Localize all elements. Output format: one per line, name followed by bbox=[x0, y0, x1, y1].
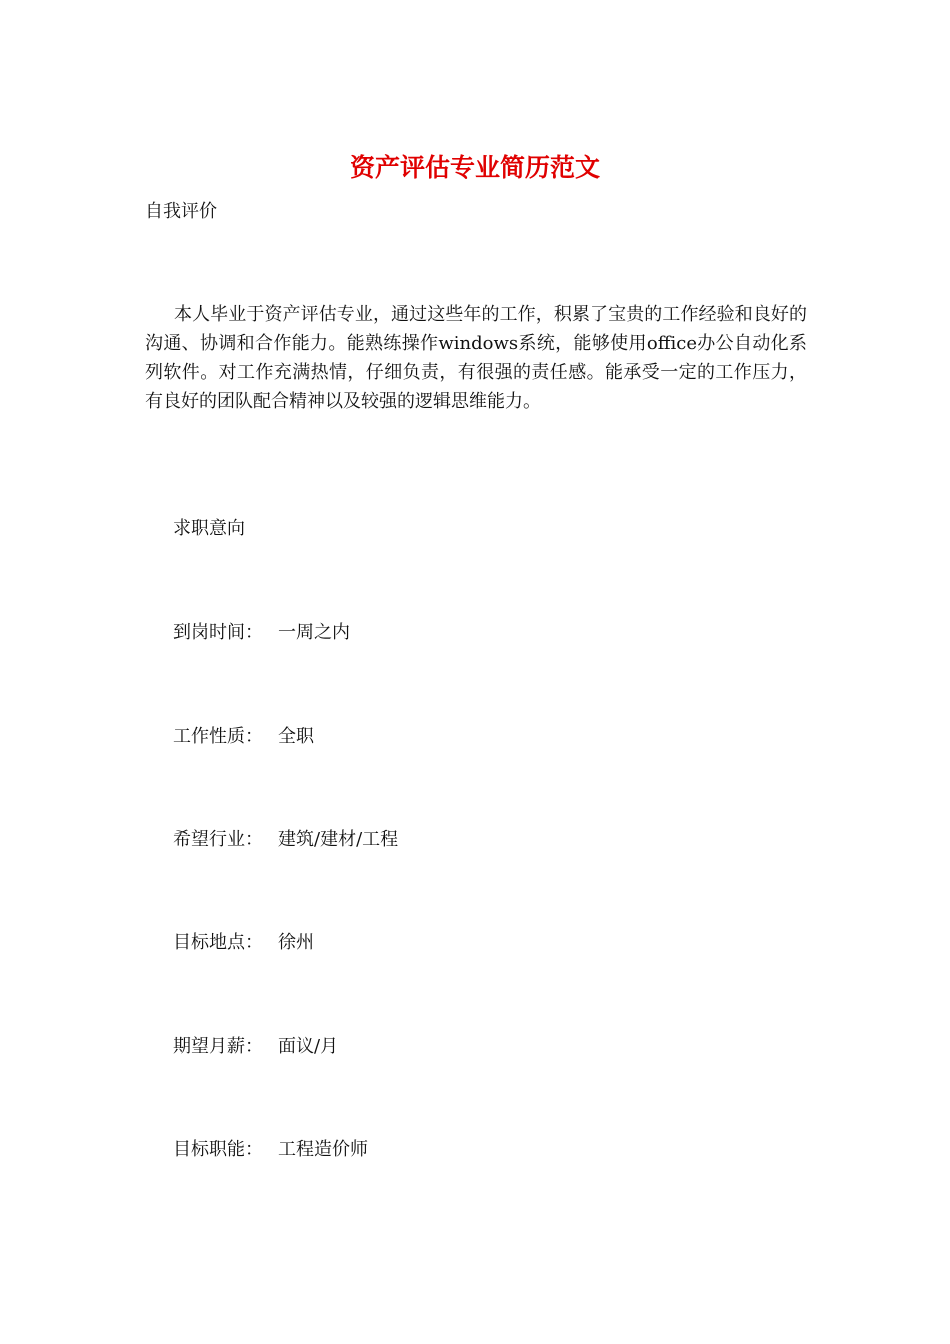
info-value: 徐州 bbox=[278, 932, 314, 953]
info-label: 目标地点： bbox=[173, 932, 263, 953]
self-evaluation-text: 本人毕业于资产评估专业，通过这些年的工作，积累了宝贵的工作经验和良好的沟通、协调和合作能力。能熟练操作windows系统，能够使用office办公自动化系列软件。对工作充满热情，仔细负责，有很强的责任感。能承受一定的工作压力，有良好的团队配合精神以及较强的逻辑思维能力。 bbox=[145, 304, 807, 412]
info-label: 希望行业： bbox=[173, 829, 263, 850]
job-intent-row-start-time bbox=[173, 619, 350, 647]
self-evaluation-heading: 自我评价 bbox=[145, 201, 217, 222]
info-label: 到岗时间： bbox=[173, 622, 263, 643]
job-intent-row-job-type bbox=[173, 723, 314, 751]
job-intent-heading: 求职意向 bbox=[173, 518, 245, 539]
job-intent-row-salary bbox=[173, 1033, 338, 1061]
job-intent-row-industry bbox=[173, 826, 398, 854]
info-label: 期望月薪： bbox=[173, 1036, 263, 1057]
info-value: 一周之内 bbox=[278, 622, 350, 643]
info-value: 建筑/建材/工程 bbox=[278, 829, 399, 850]
info-label: 工作性质： bbox=[173, 726, 263, 747]
job-intent-row-function bbox=[173, 1136, 368, 1164]
job-intent-row-location bbox=[173, 929, 314, 957]
info-value: 工程造价师 bbox=[278, 1139, 368, 1160]
info-value: 面议/月 bbox=[278, 1036, 339, 1057]
document-title: 资产评估专业简历范文 bbox=[349, 153, 600, 182]
info-label: 目标职能： bbox=[173, 1139, 263, 1160]
info-value: 全职 bbox=[278, 726, 314, 747]
